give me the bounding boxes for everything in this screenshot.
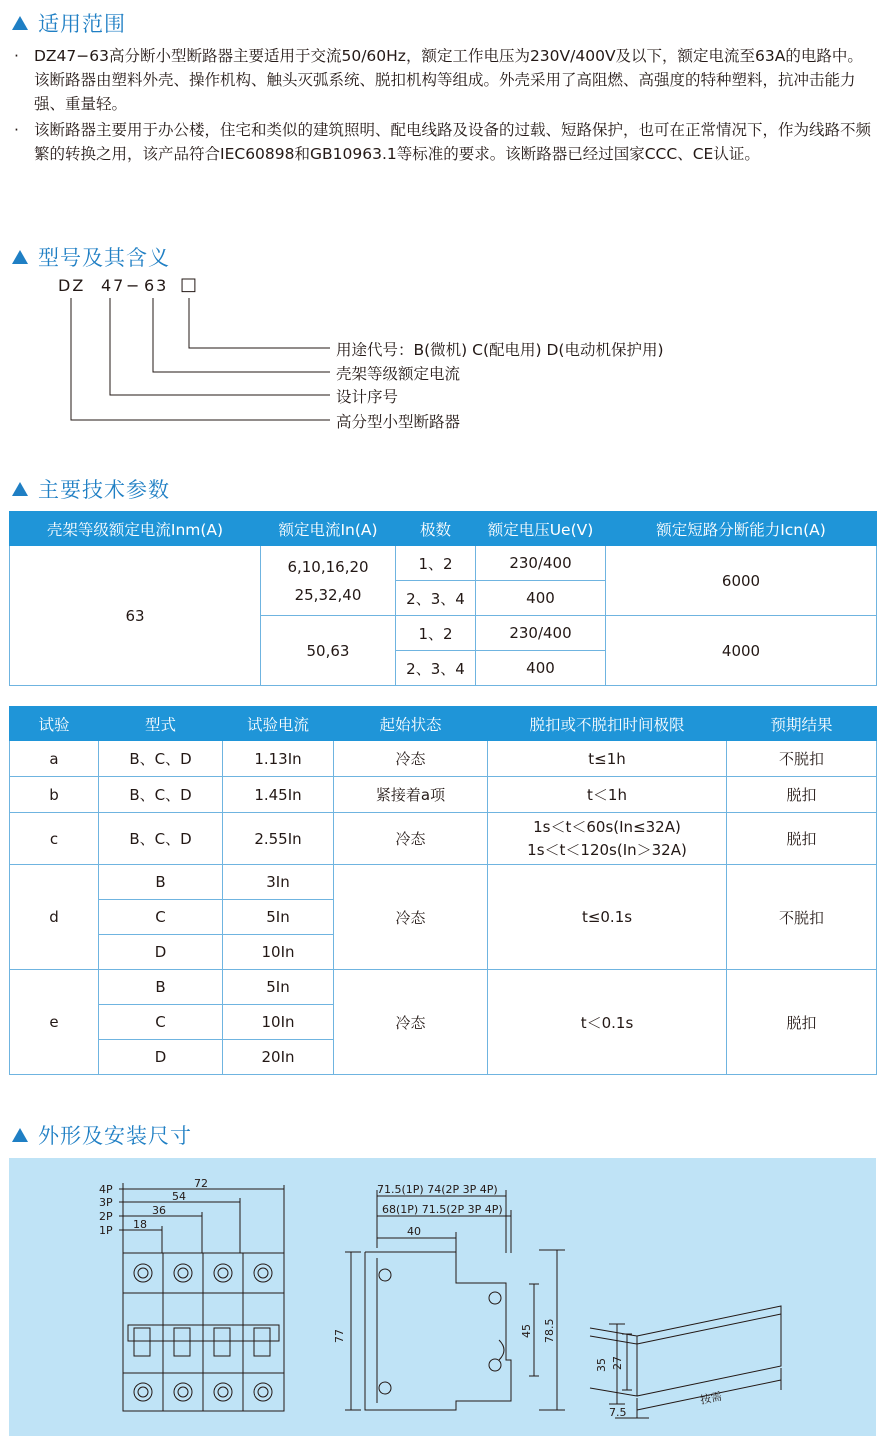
cell-test: d — [10, 865, 99, 970]
model-code-series: 47 — [101, 276, 126, 295]
cell-state: 冷态 — [334, 741, 488, 777]
dim-7-5: 7.5 — [609, 1406, 627, 1419]
cell-poles: 2、3、4 — [396, 651, 476, 686]
header-inm: 壳架等级额定电流Inm(A) — [10, 512, 261, 546]
dim-label-2p: 2P — [99, 1210, 113, 1223]
scope-text-1: DZ47−63高分断小型断路器主要适用于交流50/60Hz，额定工作电压为230V/400V及以下，额定电流至63A的电路中。该断路器由塑料外壳、操作机构、触头灭弧系统、脱扣机构等组成。外壳采用了高阻燃、高强度的特种塑料，抗冲击能力强、重量轻。 — [34, 47, 863, 113]
cell-in-line2: 25,32,40 — [294, 585, 362, 604]
params-table — [9, 511, 877, 686]
model-label-usage: 用途代号：B(微机) C(配电用) D(电动机保护用) — [336, 341, 664, 359]
header-type: 型式 — [99, 707, 223, 741]
dimension-drawing — [9, 1158, 876, 1436]
cell-current: 10In — [223, 1005, 334, 1040]
dim-side-top1: 71.5(1P) 74(2P 3P 4P) — [377, 1183, 498, 1196]
cell-result: 脱扣 — [727, 777, 877, 813]
params-title-text: 主要技术参数 — [38, 478, 170, 502]
cell-test: e — [10, 970, 99, 1075]
cell-state: 冷态 — [334, 813, 488, 865]
dim-45: 45 — [520, 1324, 533, 1338]
cell-ue: 400 — [476, 581, 606, 616]
dimension-drawing-panel — [9, 1158, 876, 1436]
cell-current: 5In — [223, 970, 334, 1005]
cell-current: 10In — [223, 935, 334, 970]
dim-36: 36 — [152, 1204, 166, 1217]
cell-current: 3In — [223, 865, 334, 900]
table-row — [10, 970, 877, 1005]
model-code-current: 63 — [144, 276, 169, 295]
model-label-frame: 壳架等级额定电流 — [336, 365, 461, 383]
dim-40: 40 — [407, 1225, 421, 1238]
cell-in-group1 — [261, 546, 396, 616]
dim-77: 77 — [333, 1329, 346, 1343]
cell-current: 5In — [223, 900, 334, 935]
dim-27: 27 — [611, 1356, 624, 1370]
cell-in-group2: 50,63 — [261, 616, 396, 686]
cell-result: 不脱扣 — [727, 741, 877, 777]
triangle-icon — [12, 1128, 28, 1142]
model-diagram-lines — [0, 296, 360, 436]
model-title-text: 型号及其含义 — [38, 246, 170, 270]
cell-test: b — [10, 777, 99, 813]
cell-ue: 230/400 — [476, 616, 606, 651]
cell-current: 1.13In — [223, 741, 334, 777]
cell-time: t≤1h — [488, 741, 727, 777]
cell-ue: 400 — [476, 651, 606, 686]
cell-result: 脱扣 — [727, 970, 877, 1075]
trip-table — [9, 706, 877, 1075]
cell-type: B、C、D — [99, 777, 223, 813]
cell-result: 不脱扣 — [727, 865, 877, 970]
header-state: 起始状态 — [334, 707, 488, 741]
cell-time — [488, 813, 727, 865]
dims-section-title — [12, 1120, 192, 1150]
cell-test: c — [10, 813, 99, 865]
dim-label-4p: 4P — [99, 1183, 113, 1196]
cell-poles: 1、2 — [396, 616, 476, 651]
dim-rail-note: 按需 — [698, 1389, 724, 1407]
header-ue: 额定电压Ue(V) — [476, 512, 606, 546]
dim-54: 54 — [172, 1190, 186, 1203]
triangle-icon — [12, 16, 28, 30]
cell-time: t＜1h — [488, 777, 727, 813]
trip-header-row — [10, 707, 877, 741]
bullet-icon: · — [14, 47, 19, 65]
cell-type: C — [99, 1005, 223, 1040]
header-icn: 额定短路分断能力Icn(A) — [606, 512, 877, 546]
cell-result: 脱扣 — [727, 813, 877, 865]
header-time: 脱扣或不脱扣时间极限 — [488, 707, 727, 741]
model-section-title — [12, 242, 170, 272]
table-row — [10, 813, 877, 865]
cell-poles: 1、2 — [396, 546, 476, 581]
cell-time: t＜0.1s — [488, 970, 727, 1075]
cell-type: B — [99, 865, 223, 900]
table-row — [10, 865, 877, 900]
scope-paragraph-1 — [14, 44, 876, 116]
cell-state: 冷态 — [334, 970, 488, 1075]
bullet-icon: · — [14, 121, 19, 139]
cell-state: 冷态 — [334, 865, 488, 970]
model-code-dash: − — [126, 276, 142, 295]
header-result: 预期结果 — [727, 707, 877, 741]
params-section-title — [12, 474, 170, 504]
dim-label-1p: 1P — [99, 1224, 113, 1237]
cell-icn: 6000 — [606, 546, 877, 616]
triangle-icon — [12, 250, 28, 264]
cell-poles: 2、3、4 — [396, 581, 476, 616]
cell-test: a — [10, 741, 99, 777]
cell-inm: 63 — [10, 546, 261, 686]
dim-78-5: 78.5 — [543, 1318, 556, 1343]
cell-type: B — [99, 970, 223, 1005]
cell-in-line1: 6,10,16,20 — [287, 557, 369, 576]
triangle-icon — [12, 482, 28, 496]
header-poles: 极数 — [396, 512, 476, 546]
table-row — [10, 546, 877, 581]
cell-type: D — [99, 1040, 223, 1075]
dim-72: 72 — [194, 1177, 208, 1190]
cell-type: B、C、D — [99, 813, 223, 865]
scope-section-title — [12, 8, 126, 38]
params-header-row — [10, 512, 877, 546]
model-code-dz: DZ — [58, 276, 86, 295]
cell-type: B、C、D — [99, 741, 223, 777]
scope-title-text: 适用范围 — [38, 12, 126, 36]
cell-current: 20In — [223, 1040, 334, 1075]
cell-type: D — [99, 935, 223, 970]
dim-label-3p: 3P — [99, 1196, 113, 1209]
cell-state: 紧接着a项 — [334, 777, 488, 813]
cell-time: t≤0.1s — [488, 865, 727, 970]
scope-text-2: 该断路器主要用于办公楼，住宅和类似的建筑照明、配电线路及设备的过载、短路保护，也可在正常情况下，作为线路不频繁的转换之用，该产品符合IEC60898和GB10963.1等标准的要求。该断路器已经过国家CCC、CE认证。 — [34, 121, 872, 163]
cell-current: 1.45In — [223, 777, 334, 813]
header-in: 额定电流In(A) — [261, 512, 396, 546]
model-label-design: 设计序号 — [336, 388, 399, 406]
table-row — [10, 777, 877, 813]
model-code-box: □ — [180, 274, 200, 295]
cell-type: C — [99, 900, 223, 935]
cell-ue: 230/400 — [476, 546, 606, 581]
header-test: 试验 — [10, 707, 99, 741]
cell-time-line2: 1s＜t＜120s(In＞32A) — [527, 840, 687, 859]
dim-35: 35 — [595, 1358, 608, 1372]
cell-current: 2.55In — [223, 813, 334, 865]
table-row — [10, 741, 877, 777]
scope-paragraph-2 — [14, 118, 876, 166]
dims-title-text: 外形及安装尺寸 — [38, 1124, 192, 1148]
cell-time-line1: 1s＜t＜60s(In≤32A) — [533, 817, 681, 836]
cell-icn: 4000 — [606, 616, 877, 686]
header-current: 试验电流 — [223, 707, 334, 741]
model-label-type: 高分型小型断路器 — [336, 413, 461, 431]
dim-18: 18 — [133, 1218, 147, 1231]
dim-side-top2: 68(1P) 71.5(2P 3P 4P) — [382, 1203, 503, 1216]
